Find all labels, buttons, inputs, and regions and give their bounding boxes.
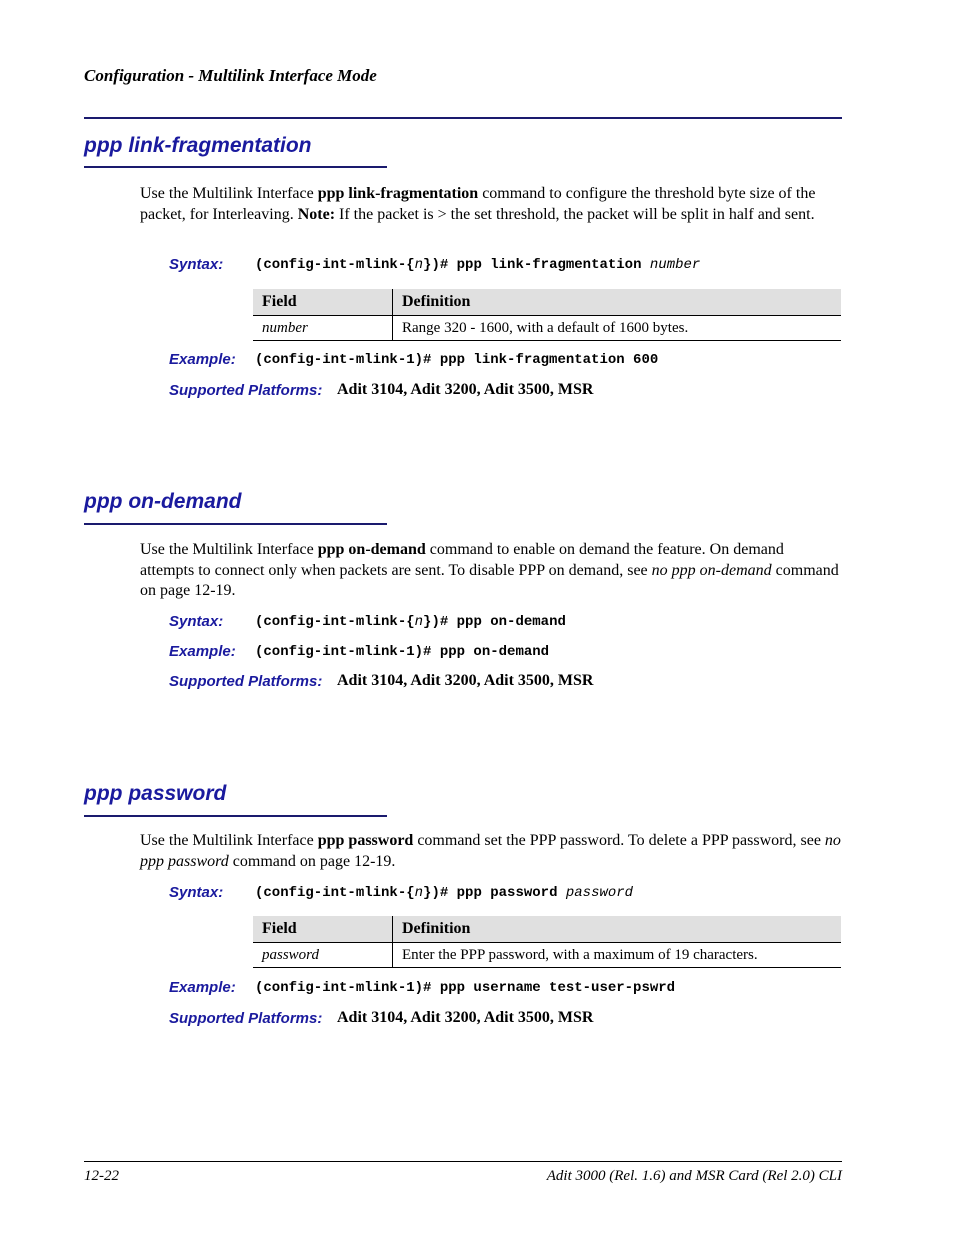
platforms-label: Supported Platforms: [169,1010,323,1027]
platforms-label: Supported Platforms: [169,673,323,690]
column-header-field: Field [253,289,393,316]
platforms-label: Supported Platforms: [169,382,323,399]
syntax-command: (config-int-mlink-{n})# ppp link-fragmentation number [255,257,701,273]
running-header: Configuration - Multilink Interface Mode [84,66,377,85]
example-label: Example: [169,643,236,660]
cross-reference-link: no ppp password [140,832,841,870]
example-label: Example: [169,979,236,996]
platforms-list: Adit 3104, Adit 3200, Adit 3500, MSR [337,672,594,689]
header-rule [84,117,842,119]
section-rule [84,815,387,817]
syntax-command: (config-int-mlink-{n})# ppp on-demand [255,614,566,630]
field-cell: password [253,943,393,968]
syntax-command: (config-int-mlink-{n})# ppp password password [255,885,634,901]
column-header-field: Field [253,916,393,943]
command-name: ppp on-demand [317,541,426,558]
note-label: Note: [297,205,336,223]
definition-cell: Range 320 - 1600, with a default of 1600 bytes. [393,316,842,341]
table-row [253,943,841,968]
section-title-link-fragmentation: ppp link-fragmentation [84,134,312,157]
cross-reference-link: no ppp on-demand [651,561,772,579]
document-title: Adit 3000 (Rel. 1.6) and MSR Card (Rel 2.0) CLI [546,1168,842,1184]
field-cell: number [253,316,393,341]
example-command: (config-int-mlink-1)# ppp username test-user-pswrd [255,980,676,996]
section-description: Use the Multilink Interface ppp on-demand command to enable on demand the feature. On demand attempts to connect only when packets are sent. To disable PPP on demand, see no ppp on-demand command on page 12-19. [140,541,839,599]
syntax-label: Syntax: [169,884,224,901]
syntax-label: Syntax: [169,256,224,273]
page-number: 12-22 [84,1168,119,1184]
platforms-list: Adit 3104, Adit 3200, Adit 3500, MSR [337,1009,594,1026]
column-header-definition: Definition [393,289,842,316]
column-header-definition: Definition [393,916,842,943]
syntax-label: Syntax: [169,613,224,630]
section-description: Use the Multilink Interface ppp link-fragmentation command to configure the threshold byte size of the packet, for Interleaving. Note: If the packet is > the set threshold, the packet will be split in half and sent. [140,185,816,223]
platforms-list: Adit 3104, Adit 3200, Adit 3500, MSR [337,381,594,398]
section-rule [84,166,387,168]
example-command: (config-int-mlink-1)# ppp link-fragmentation 600 [255,352,659,368]
section-title-password: ppp password [84,782,227,805]
field-definition-table [253,916,841,968]
definition-cell: Enter the PPP password, with a maximum of 19 characters. [393,943,842,968]
section-description: Use the Multilink Interface ppp password command set the PPP password. To delete a PPP password, see no ppp password command on page 12-19. [140,832,841,870]
footer-rule [84,1161,842,1162]
example-label: Example: [169,351,236,368]
field-definition-table [253,289,841,341]
command-name: ppp password [317,832,414,849]
section-rule [84,523,387,525]
command-name: ppp link-fragmentation [317,185,479,202]
example-command: (config-int-mlink-1)# ppp on-demand [255,644,550,660]
table-row [253,316,841,341]
section-title-on-demand: ppp on-demand [84,490,242,513]
